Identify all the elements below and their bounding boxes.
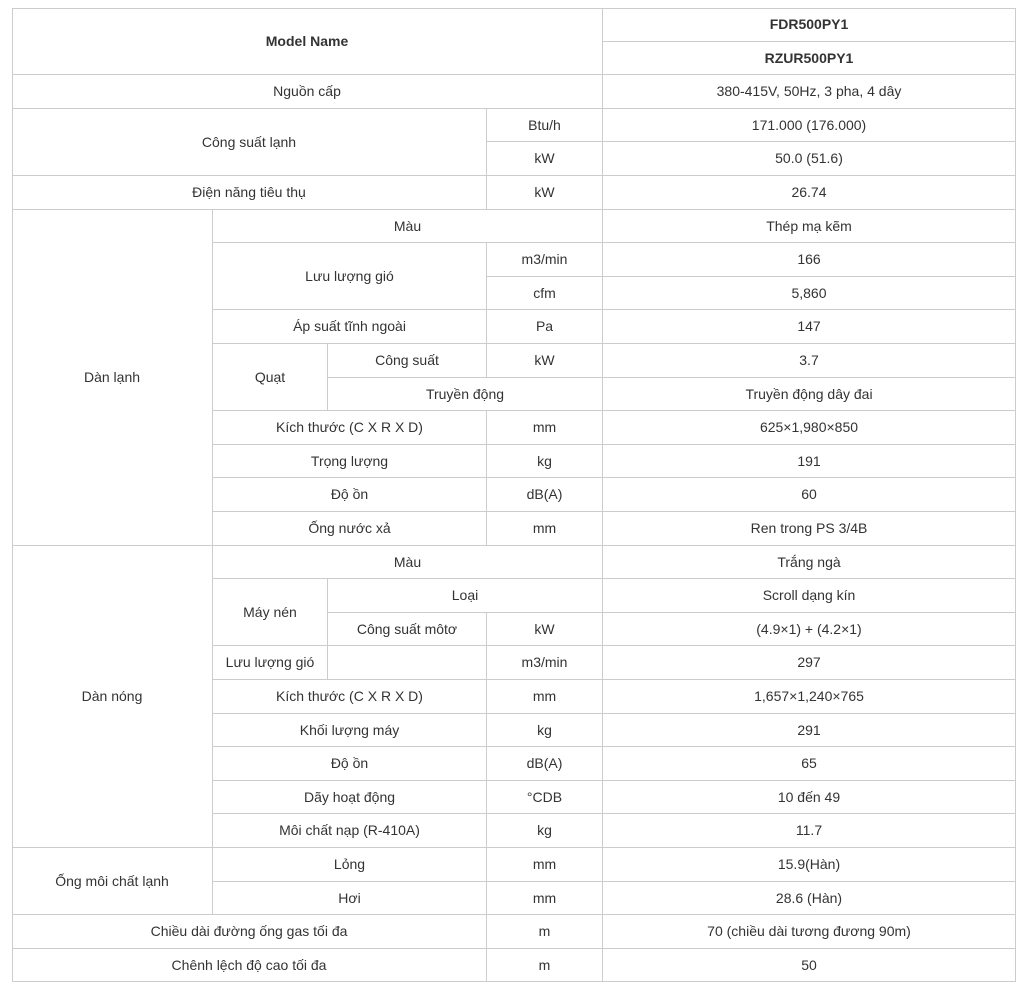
indoor-model-code: FDR500PY1 — [603, 8, 1016, 42]
cooling-capacity-unit-kw: kW — [487, 142, 603, 176]
indoor-airflow-unit-m3: m3/min — [487, 243, 603, 277]
fan-drive-label: Truyền động — [328, 378, 603, 411]
gas-pipe-label: Hơi — [213, 882, 487, 915]
outdoor-noise-value: 65 — [603, 747, 1016, 781]
outdoor-noise-unit: dB(A) — [487, 747, 603, 781]
max-height-diff-unit: m — [487, 949, 603, 982]
refrigerant-charge-unit: kg — [487, 814, 603, 848]
drain-pipe-value: Ren trong PS 3/4B — [603, 512, 1016, 546]
cooling-capacity-value-kw: 50.0 (51.6) — [603, 142, 1016, 176]
max-pipe-length-value: 70 (chiều dài tương đương 90m) — [603, 915, 1016, 949]
operating-range-value: 10 đến 49 — [603, 781, 1016, 814]
compressor-type-value: Scroll dạng kín — [603, 579, 1016, 613]
fan-power-value: 3.7 — [603, 344, 1016, 378]
outdoor-dimensions-value: 1,657×1,240×765 — [603, 680, 1016, 714]
outdoor-weight-label: Khối lượng máy — [213, 714, 487, 747]
indoor-airflow-value-m3: 166 — [603, 243, 1016, 277]
power-consumption-unit: kW — [487, 176, 603, 210]
static-pressure-unit: Pa — [487, 310, 603, 344]
outdoor-airflow-label: Lưu lượng gió — [213, 646, 328, 680]
cooling-capacity-label: Công suất lạnh — [12, 109, 487, 176]
outdoor-weight-value: 291 — [603, 714, 1016, 747]
outdoor-unit-label: Dàn nóng — [12, 546, 213, 848]
cooling-capacity-unit-btu: Btu/h — [487, 109, 603, 142]
outdoor-model-code: RZUR500PY1 — [603, 42, 1016, 75]
max-pipe-length-unit: m — [487, 915, 603, 949]
fan-power-label: Công suất — [328, 344, 487, 378]
outdoor-dimensions-unit: mm — [487, 680, 603, 714]
outdoor-noise-label: Độ ồn — [213, 747, 487, 781]
cooling-capacity-value-btu: 171.000 (176.000) — [603, 109, 1016, 142]
indoor-airflow-unit-cfm: cfm — [487, 277, 603, 310]
compressor-label: Máy nén — [213, 579, 328, 646]
outdoor-airflow-unit: m3/min — [487, 646, 603, 680]
indoor-noise-label: Độ ồn — [213, 478, 487, 512]
liquid-pipe-label: Lỏng — [213, 848, 487, 882]
drain-pipe-unit: mm — [487, 512, 603, 546]
fan-power-unit: kW — [487, 344, 603, 378]
static-pressure-label: Áp suất tĩnh ngoài — [213, 310, 487, 344]
fan-drive-value: Truyền động dây đai — [603, 378, 1016, 411]
refrigerant-charge-label: Môi chất nạp (R-410A) — [213, 814, 487, 848]
indoor-dimensions-unit: mm — [487, 411, 603, 445]
indoor-dimensions-label: Kích thước (C X R X D) — [213, 411, 487, 445]
indoor-color-value: Thép mạ kẽm — [603, 210, 1016, 243]
max-height-diff-label: Chênh lệch độ cao tối đa — [12, 949, 487, 982]
indoor-airflow-label: Lưu lượng gió — [213, 243, 487, 310]
outdoor-dimensions-label: Kích thước (C X R X D) — [213, 680, 487, 714]
compressor-motor-unit: kW — [487, 613, 603, 646]
operating-range-unit: °CDB — [487, 781, 603, 814]
power-supply-value: 380-415V, 50Hz, 3 pha, 4 dây — [603, 75, 1016, 109]
indoor-dimensions-value: 625×1,980×850 — [603, 411, 1016, 445]
gas-pipe-unit: mm — [487, 882, 603, 915]
outdoor-airflow-empty — [328, 646, 487, 680]
indoor-unit-label: Dàn lạnh — [12, 210, 213, 546]
indoor-noise-unit: dB(A) — [487, 478, 603, 512]
max-height-diff-value: 50 — [603, 949, 1016, 982]
power-consumption-value: 26.74 — [603, 176, 1016, 210]
liquid-pipe-value: 15.9(Hàn) — [603, 848, 1016, 882]
static-pressure-value: 147 — [603, 310, 1016, 344]
model-name-header: Model Name — [12, 8, 603, 75]
compressor-type-label: Loại — [328, 579, 603, 613]
outdoor-airflow-value: 297 — [603, 646, 1016, 680]
indoor-weight-value: 191 — [603, 445, 1016, 478]
power-supply-label: Nguồn cấp — [12, 75, 603, 109]
outdoor-weight-unit: kg — [487, 714, 603, 747]
indoor-noise-value: 60 — [603, 478, 1016, 512]
power-consumption-label: Điện năng tiêu thụ — [12, 176, 487, 210]
drain-pipe-label: Ống nước xả — [213, 512, 487, 546]
indoor-color-label: Màu — [213, 210, 603, 243]
operating-range-label: Dãy hoạt động — [213, 781, 487, 814]
compressor-motor-value: (4.9×1) + (4.2×1) — [603, 613, 1016, 646]
indoor-weight-unit: kg — [487, 445, 603, 478]
fan-label: Quạt — [213, 344, 328, 411]
gas-pipe-value: 28.6 (Hàn) — [603, 882, 1016, 915]
indoor-weight-label: Trọng lượng — [213, 445, 487, 478]
indoor-airflow-value-cfm: 5,860 — [603, 277, 1016, 310]
refrigerant-charge-value: 11.7 — [603, 814, 1016, 848]
max-pipe-length-label: Chiều dài đường ống gas tối đa — [12, 915, 487, 949]
outdoor-color-label: Màu — [213, 546, 603, 579]
refrigerant-piping-label: Ống môi chất lạnh — [12, 848, 213, 915]
compressor-motor-label: Công suất môtơ — [328, 613, 487, 646]
liquid-pipe-unit: mm — [487, 848, 603, 882]
outdoor-color-value: Trắng ngà — [603, 546, 1016, 579]
